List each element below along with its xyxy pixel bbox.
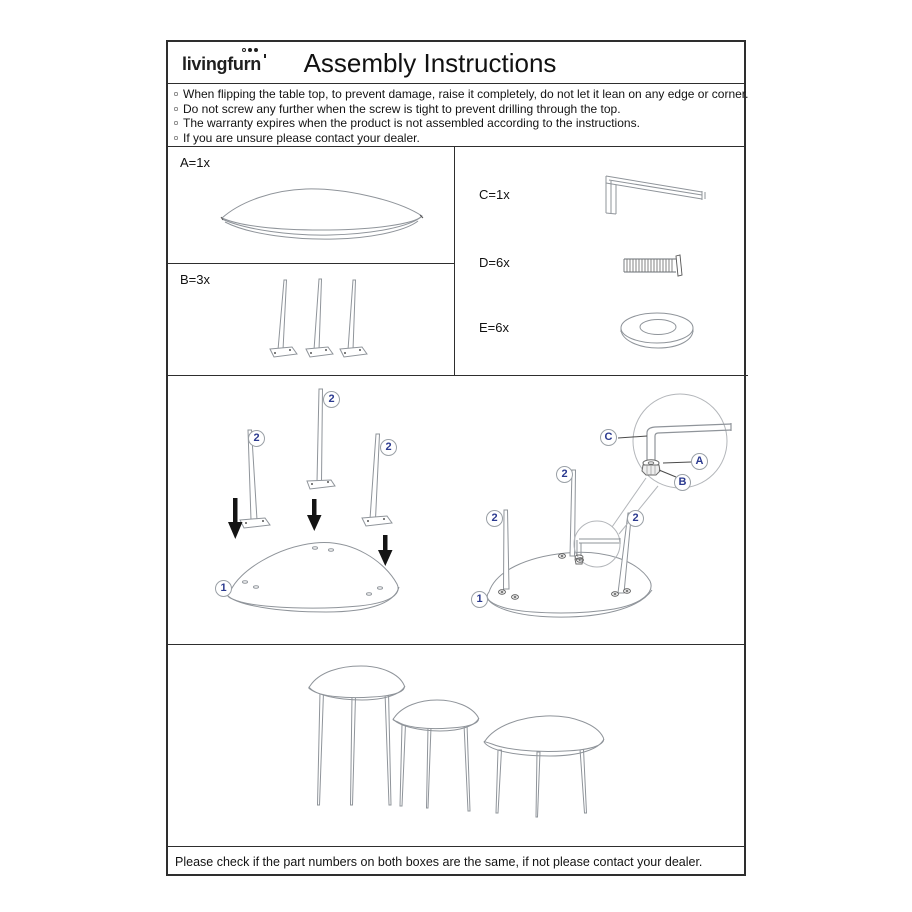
part-cell-b	[168, 264, 455, 376]
bullet-icon	[174, 121, 178, 125]
part-d-label: D=6x	[479, 255, 510, 270]
part-cell-cde	[455, 147, 748, 376]
callout-leg: 2	[627, 510, 644, 527]
nesting-tables-drawing	[168, 645, 746, 846]
bullet-icon	[174, 136, 178, 140]
header	[168, 42, 744, 84]
callout-leg: 2	[248, 430, 265, 447]
callout-leg: 2	[486, 510, 503, 527]
assembly-steps-drawing	[168, 376, 746, 644]
brand-logo-text: livingfurn	[182, 54, 261, 74]
part-a-label: A=1x	[180, 155, 210, 170]
callout-table-top: 1	[471, 591, 488, 608]
footer-note: Please check if the part numbers on both boxes are the same, if not please contact your dealer.	[175, 854, 703, 869]
callout-leg: 2	[556, 466, 573, 483]
bullet-icon	[174, 107, 178, 111]
warning-item	[173, 131, 740, 146]
callout-leg: 2	[380, 439, 397, 456]
warning-text: If you are unsure please contact your dealer.	[183, 130, 420, 145]
part-cell-a	[168, 147, 455, 264]
warning-item	[173, 116, 740, 131]
page-title: Assembly Instructions	[303, 48, 557, 78]
callout-table-top: 1	[215, 580, 232, 597]
callout-screw: A	[691, 453, 708, 470]
part-b-label: B=3x	[180, 272, 210, 287]
part-c-label: C=1x	[479, 187, 510, 202]
warning-text: Do not screw any further when the screw is tight to prevent drilling through the top.	[183, 101, 621, 116]
callout-allen-key: C	[600, 429, 617, 446]
screw-drawing	[624, 255, 682, 276]
warning-list	[168, 84, 749, 147]
washer-drawing	[621, 313, 693, 348]
warning-text: When flipping the table top, to prevent damage, raise it completely, do not let it lean on any edge or corner.	[183, 87, 749, 101]
callout-leg: 2	[323, 391, 340, 408]
assembled-product-view	[168, 645, 744, 847]
assembly-diagram	[168, 376, 744, 645]
warning-item	[173, 102, 740, 117]
table-top-drawing	[168, 147, 454, 263]
allen-key-drawing	[606, 176, 705, 214]
table-legs-drawing	[168, 264, 454, 375]
warning-text: The warranty expires when the product is not assembled according to the instructions.	[183, 116, 640, 131]
warning-item	[173, 87, 749, 102]
callout-washer: B	[674, 474, 691, 491]
document-frame	[166, 40, 749, 876]
part-e-label: E=6x	[479, 320, 509, 335]
bullet-icon	[174, 92, 178, 96]
footer	[168, 847, 744, 876]
hardware-drawings	[455, 147, 747, 375]
